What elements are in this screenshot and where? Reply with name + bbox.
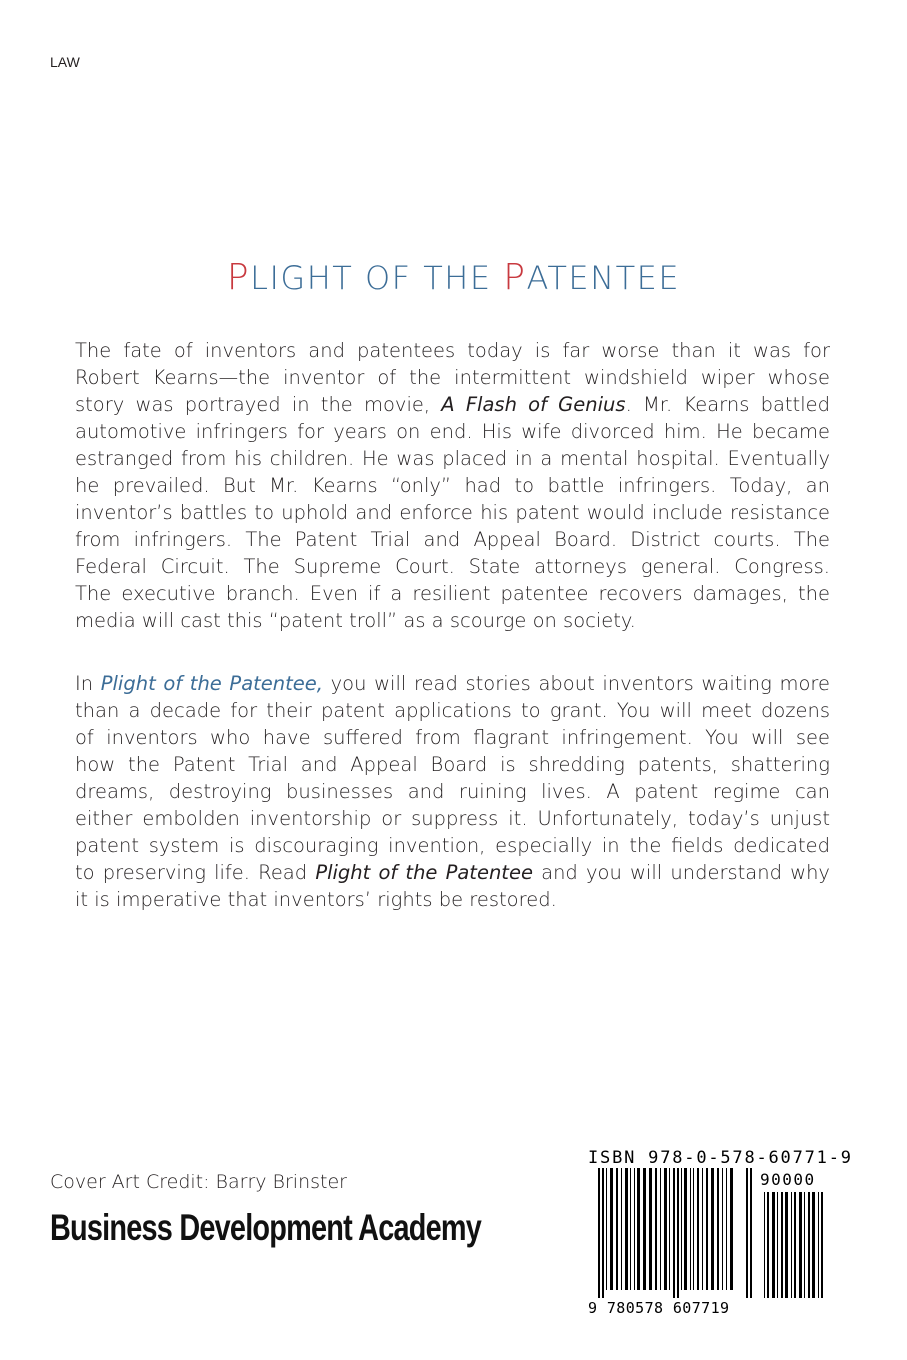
blurb-paragraph-1 xyxy=(75,337,830,634)
barcode-bar xyxy=(681,1168,682,1290)
blurb-line: estranged from his children. He was placed in a mental hospital. Eventually xyxy=(75,447,830,470)
barcode-bar xyxy=(812,1192,815,1298)
barcode-bar xyxy=(610,1168,613,1290)
barcode-bar xyxy=(697,1168,699,1290)
blurb-line: Federal Circuit. The Supreme Court. State attorneys general. Congress. xyxy=(75,555,830,578)
barcode-bar xyxy=(598,1168,600,1298)
blurb-line: of inventors who have suffered from flagrant infringement. You will see xyxy=(75,726,830,749)
barcode-bar xyxy=(706,1168,708,1290)
blurb-paragraph-2 xyxy=(75,670,830,913)
book-title-italic: Plight of the Patentee, xyxy=(100,672,323,695)
publisher-name: Business Development Academy xyxy=(50,1207,482,1248)
barcode-bar xyxy=(616,1168,618,1290)
blurb-line: than a decade for their patent applications to grant. You will meet dozens xyxy=(75,699,830,722)
barcode-bar xyxy=(711,1168,714,1290)
barcode-bar xyxy=(794,1192,796,1298)
barcode-bar xyxy=(602,1168,604,1298)
title-segment: ATENTEE xyxy=(526,259,681,297)
isbn-label: ISBN 978-0-578-60771-9 xyxy=(588,1148,853,1168)
barcode-bar xyxy=(772,1192,775,1298)
barcode-bar xyxy=(730,1168,733,1290)
blurb-line: The executive branch. Even if a resilient patentee recovers damages, the xyxy=(75,582,830,605)
barcode-bar xyxy=(722,1168,723,1290)
blurb-text: story was portrayed in the movie, xyxy=(75,393,442,416)
barcode-bar xyxy=(764,1192,765,1298)
blurb-line: it is imperative that inventors’ rights be restored. xyxy=(75,888,557,911)
blurb-text: In xyxy=(75,672,101,695)
barcode-bars xyxy=(588,1168,838,1298)
barcode-bar xyxy=(621,1168,622,1290)
barcode-bar xyxy=(750,1168,752,1298)
barcode-bar xyxy=(649,1168,652,1290)
barcode-bar xyxy=(669,1168,670,1290)
barcode-bar xyxy=(664,1168,667,1290)
blurb-line: The fate of inventors and patentees today is far worse than it was for xyxy=(75,339,830,362)
blurb-line: he prevailed. But Mr. Kearns “only” had to battle infringers. Today, an xyxy=(75,474,830,497)
category-label: LAW xyxy=(50,54,80,70)
barcode-bar xyxy=(673,1168,675,1298)
barcode-bar xyxy=(799,1192,802,1298)
blurb-line: dreams, destroying businesses and ruining lives. A patent regime can xyxy=(75,780,830,803)
barcode-bar xyxy=(808,1192,810,1298)
barcode-addon-digits: 90000 xyxy=(760,1170,816,1189)
barcode-bar xyxy=(767,1192,769,1298)
barcode-bar xyxy=(655,1168,657,1290)
blurb-line xyxy=(75,391,830,418)
blurb-text: you will read stories about inventors waiting more xyxy=(323,672,831,695)
blurb-line: how the Patent Trial and Appeal Board is shredding patents, shattering xyxy=(75,753,830,776)
blurb-line xyxy=(75,670,830,697)
blurb-text: to preserving life. Read xyxy=(75,861,316,884)
blurb-line: automotive infringers for years on end. His wife divorced him. He became xyxy=(75,420,830,443)
barcode-bar xyxy=(717,1168,719,1290)
movie-title: A Flash of Genius xyxy=(441,393,626,416)
blurb-line: from infringers. The Patent Trial and Appeal Board. District courts. The xyxy=(75,528,830,551)
barcode-bar xyxy=(606,1168,607,1290)
barcode-bar xyxy=(677,1168,679,1298)
book-title xyxy=(0,257,907,298)
blurb-line: Robert Kearns—the inventor of the intermittent windshield wiper whose xyxy=(75,366,830,389)
blurb-line: either embolden inventorship or suppress it. Unfortunately, today’s unjust xyxy=(75,807,830,830)
barcode-bar xyxy=(781,1192,783,1298)
blurb-text: and you will understand why xyxy=(532,861,830,884)
barcode-bar xyxy=(791,1192,792,1298)
blurb-text: . Mr. Kearns battled xyxy=(625,393,830,416)
barcode-bar xyxy=(818,1192,819,1298)
barcode-bar xyxy=(785,1192,788,1298)
title-segment: P xyxy=(226,257,251,298)
blurb-line xyxy=(75,859,830,886)
blurb-line: inventor’s battles to uphold and enforce his patent would include resistance xyxy=(75,501,830,524)
barcode-bar xyxy=(684,1168,687,1290)
title-segment: LIGHT OF THE xyxy=(250,259,504,297)
barcode-bar xyxy=(702,1168,703,1290)
cover-art-credit: Cover Art Credit: Barry Brinster xyxy=(50,1171,347,1193)
blurb-line: patent system is discouraging invention, especially in the fields dedicated xyxy=(75,834,830,857)
barcode-ean-digits: 9 780578 607719 xyxy=(588,1299,730,1317)
blurb-line: media will cast this “patent troll” as a scourge on society. xyxy=(75,609,636,632)
barcode-bar xyxy=(630,1168,631,1290)
barcode-bar xyxy=(746,1168,748,1298)
barcode-bar xyxy=(693,1168,694,1290)
barcode-bar xyxy=(726,1168,727,1290)
barcode-bar xyxy=(690,1168,691,1290)
barcode-bar xyxy=(804,1192,805,1298)
barcode-bar xyxy=(660,1168,661,1290)
book-title-italic: Plight of the Patentee xyxy=(315,861,533,884)
isbn-barcode xyxy=(588,1148,853,1318)
barcode-bar xyxy=(777,1192,778,1298)
barcode-bar xyxy=(821,1192,823,1298)
title-segment: P xyxy=(503,257,527,298)
barcode-bar xyxy=(637,1168,640,1290)
barcode-bar xyxy=(634,1168,635,1290)
barcode-bar xyxy=(643,1168,646,1290)
barcode-bar xyxy=(625,1168,628,1290)
